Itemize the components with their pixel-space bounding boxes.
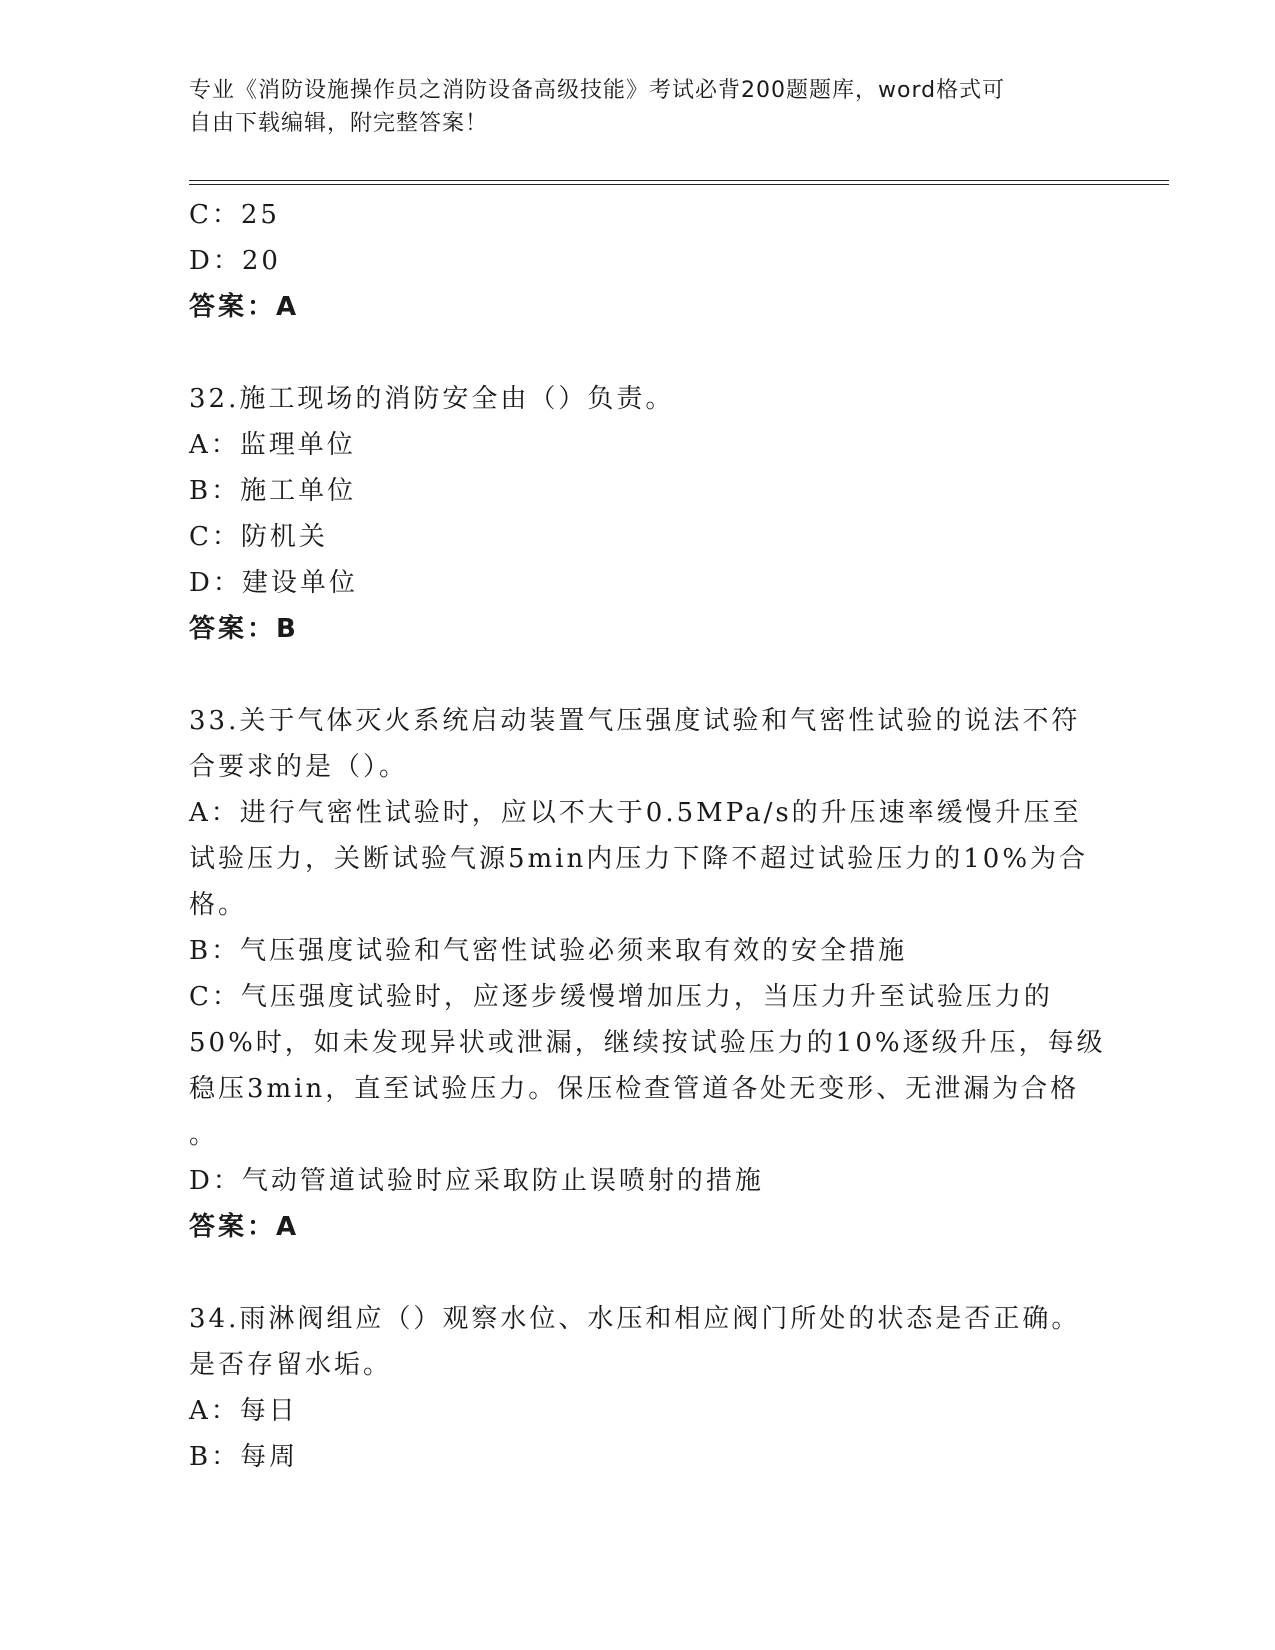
option-c: C：25 xyxy=(189,200,280,230)
question-32 xyxy=(189,376,1089,652)
document-body xyxy=(189,192,1106,1480)
option-c: C：气压强度试验时，应逐步缓慢增加压力，当压力升至试验压力的 xyxy=(189,982,1053,1012)
option-c: 稳压3min，直至试验压力。保压检查管道各处无变形、无泄漏为合格 xyxy=(189,1074,1080,1104)
option-d: D：建设单位 xyxy=(189,568,358,598)
option-b: B：施工单位 xyxy=(189,476,357,506)
prev-question-block xyxy=(189,192,1089,330)
option-c: C：防机关 xyxy=(189,522,328,552)
answer-line: 答案：B xyxy=(189,614,299,644)
option-c: 50%时，如未发现异状或泄漏，继续按试验压力的10%逐级升压，每级 xyxy=(189,1028,1106,1058)
page-header xyxy=(189,74,1089,140)
answer-line: 答案：A xyxy=(189,292,300,322)
question-stem: 是否存留水垢。 xyxy=(189,1350,393,1380)
option-a: 试验压力，关断试验气源5min内压力下降不超过试验压力的10%为合 xyxy=(189,844,1089,874)
header-divider xyxy=(189,180,1169,181)
option-d: D：20 xyxy=(189,246,281,276)
question-stem: 33.关于气体灭火系统启动装置气压强度试验和气密性试验的说法不符 xyxy=(189,706,1081,736)
option-d: D：气动管道试验时应采取防止误喷射的措施 xyxy=(189,1166,764,1196)
question-stem: 合要求的是（）。 xyxy=(189,752,409,782)
option-b: B：气压强度试验和气密性试验必须来取有效的安全措施 xyxy=(189,936,908,966)
question-stem: 32.施工现场的消防安全由（）负责。 xyxy=(189,384,675,414)
question-stem: 34.雨淋阀组应（）观察水位、水压和相应阀门所处的状态是否正确。 xyxy=(189,1304,1081,1334)
spacer xyxy=(189,1250,1089,1296)
header-line: 专业《消防设施操作员之消防设备高级技能》考试必背200题题库，word格式可 xyxy=(189,78,1006,103)
spacer xyxy=(189,652,1089,698)
header-line: 自由下载编辑，附完整答案！ xyxy=(189,111,489,136)
option-a: A：每日 xyxy=(189,1396,298,1426)
question-34 xyxy=(189,1296,1089,1480)
spacer xyxy=(189,330,1089,376)
option-c: 。 xyxy=(189,1120,219,1150)
option-b: B：每周 xyxy=(189,1442,299,1472)
question-33 xyxy=(189,698,1106,1250)
option-a: A：监理单位 xyxy=(189,430,356,460)
option-a: 格。 xyxy=(189,890,248,920)
option-a: A：进行气密性试验时，应以不大于0.5MPa/s的升压速率缓慢升压至 xyxy=(189,798,1082,828)
answer-line: 答案：A xyxy=(189,1212,300,1242)
header-divider xyxy=(189,184,1169,185)
